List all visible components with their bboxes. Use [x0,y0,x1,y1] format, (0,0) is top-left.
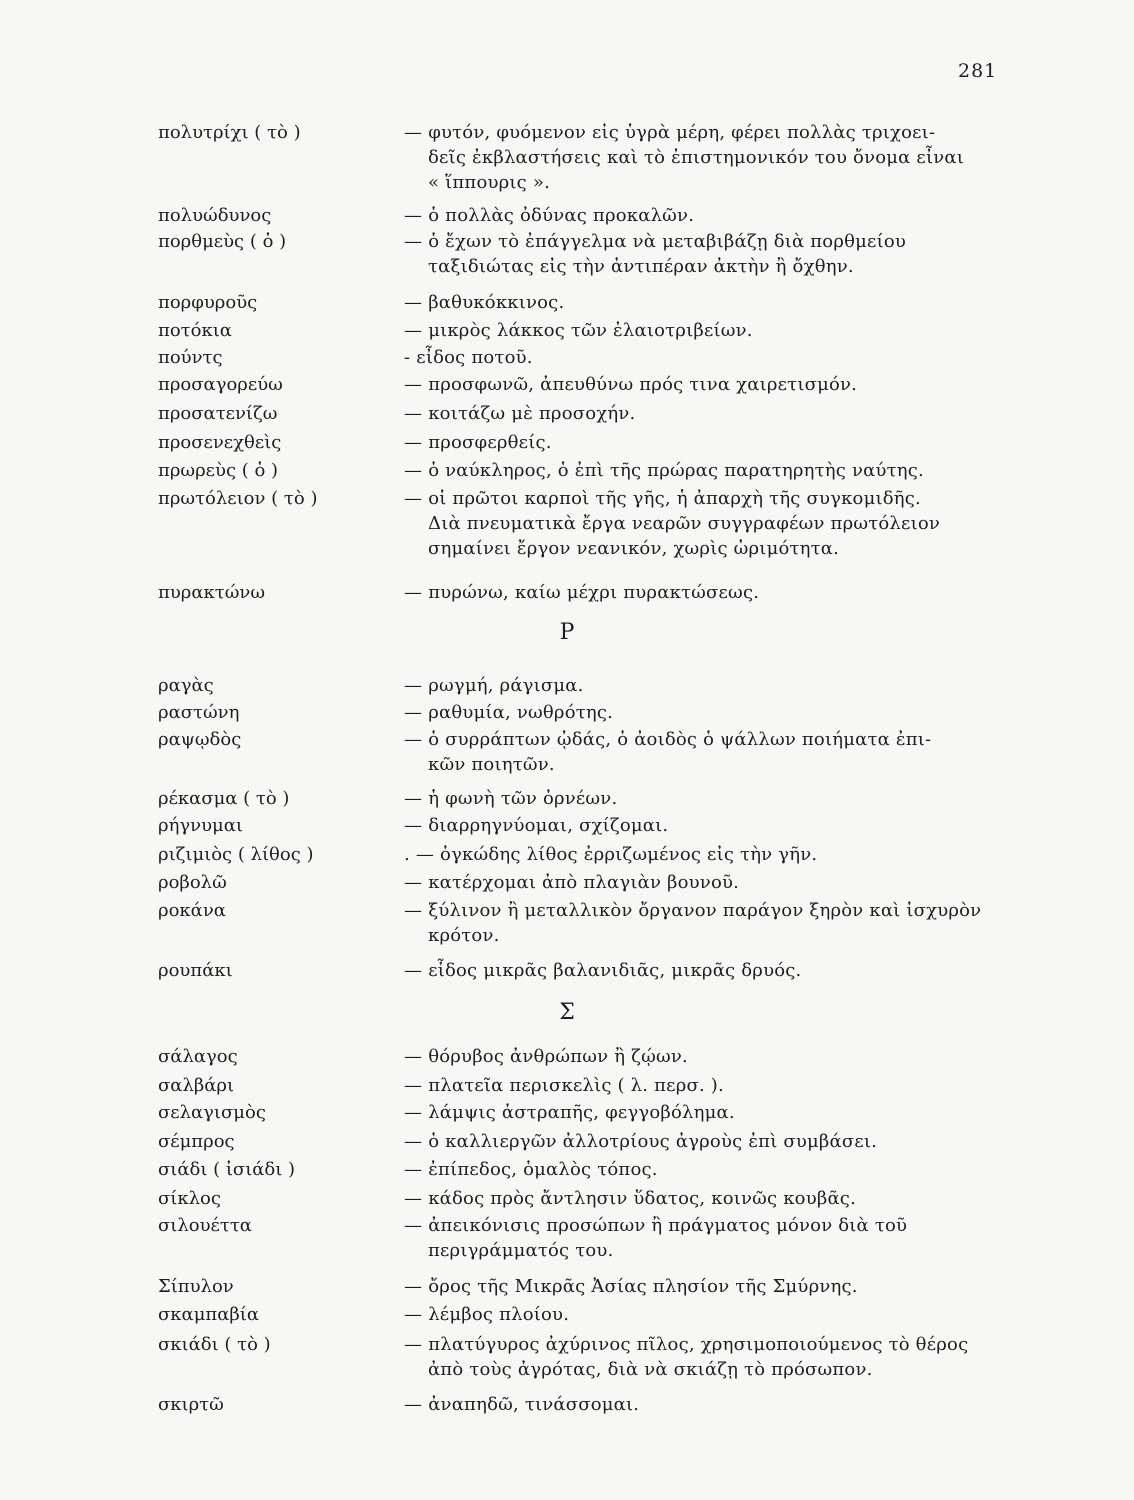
entry-dash: — [404,582,423,603]
entry-definition [404,700,1016,725]
entry-dash: — [404,460,423,481]
definition-line [404,870,1016,895]
entry-dash: — [404,1276,423,1297]
entry-term: ρήγνυμαι [158,815,243,836]
entry-term: πολυώδυνος [158,205,272,226]
entry-definition [404,458,1016,483]
definition-line [404,1302,1016,1327]
definition-text: Διὰ πνευματικὰ ἔργα νεαρῶν συγγραφέων πρωτόλειον [428,513,941,534]
entry-definition [404,673,1016,698]
entry-dash: — [404,488,423,509]
entry-dash: — [404,1159,423,1180]
entry-dash: — [404,1188,423,1209]
definition-line [404,752,1016,777]
definition-text: βαθυκόκκινος. [428,292,565,313]
entry-definition [404,486,1016,561]
entry-term: πούντς [158,347,223,368]
entry-term: πορφυροῦς [158,292,258,313]
entry-term: σελαγισμὸς [158,1102,266,1123]
entry-definition [404,727,1016,777]
entry-dash: - [404,347,411,368]
definition-text: θόρυβος ἀνθρώπων ἢ ζῴων. [428,1046,688,1067]
definition-line [404,1186,1016,1211]
definition-line [404,372,1016,397]
entry-term: πρωτόλειον ( τὸ ) [158,488,318,509]
definition-text: ὁ ἔχων τὸ ἐπάγγελμα νὰ μεταβιβάζῃ διὰ πορθμείου [428,231,907,252]
definition-line [404,401,1016,426]
entry-term: ραστώνη [158,702,240,723]
definition-line [404,254,1016,279]
entry-definition [404,1186,1016,1211]
definition-line [404,1100,1016,1125]
entry-term: ριζιμιὸς ( λίθος ) [158,844,314,865]
definition-text: « ἵππουρις ». [428,172,551,193]
definition-text: ἀπεικόνισις προσώπων ἢ πράγματος μόνον διὰ τοῦ [428,1215,908,1236]
definition-line [404,458,1016,483]
entry-term: ραγὰς [158,675,214,696]
entry-term: πυρακτώνω [158,582,266,603]
entry-term: προσαγορεύω [158,374,283,395]
definition-text: προσφωνῶ, ἀπευθύνω πρός τινα χαιρετισμόν. [428,374,858,395]
definition-line [404,290,1016,315]
entry-definition [404,318,1016,343]
definition-text: ἡ φωνὴ τῶν ὀρνέων. [428,788,618,809]
definition-text: πλατεῖα περισκελὶς ( λ. περσ. ). [428,1075,724,1096]
entry-definition [404,1129,1016,1154]
entry-definition [404,1073,1016,1098]
entry-dash: — [404,403,423,424]
entry-dash: — [404,320,423,341]
definition-text: κατέρχομαι ἀπὸ πλαγιὰν βουνοῦ. [428,872,740,893]
definition-line [404,898,1016,923]
definition-line [404,203,1016,228]
definition-text: πυρώνω, καίω μέχρι πυρακτώσεως. [428,582,760,603]
definition-text: λάμψις ἀστραπῆς, φεγγοβόλημα. [428,1102,735,1123]
definition-line [404,1392,1016,1417]
definition-line [404,813,1016,838]
definition-line [404,511,1016,536]
entry-definition [404,1100,1016,1125]
definition-line [404,1332,1016,1357]
definition-text: ταξιδιώτας εἰς τὴν ἀντιπέραν ἀκτὴν ἢ ὄχθην. [428,256,854,277]
definition-text: εἶδος ποτοῦ. [416,347,533,368]
definition-line [404,345,1016,370]
definition-text: προσφερθείς. [428,432,552,453]
entry-definition [404,580,1016,605]
entry-dash: — [404,675,423,696]
entry-definition [404,786,1016,811]
entry-definition [404,842,1016,867]
entry-dash: — [404,1304,423,1325]
page-number: 281 [958,60,998,82]
entry-definition [404,1332,1016,1382]
definition-line [404,1129,1016,1154]
definition-text: ὁ πολλὰς ὀδύνας προκαλῶν. [428,205,695,226]
entry-term: ροκάνα [158,900,226,921]
definition-text: κοιτάζω μὲ προσοχήν. [428,403,636,424]
entry-term: Σίπυλον [158,1276,234,1297]
definition-text: σημαίνει ἔργον νεανικόν, χωρὶς ὡριμότητα. [428,538,840,559]
definition-line [404,1213,1016,1238]
entry-dash: — [404,872,423,893]
entry-dash: — [404,1215,423,1236]
definition-text: ἐπίπεδος, ὁμαλὸς τόπος. [428,1159,658,1180]
definition-line [404,1238,1016,1263]
definition-text: δεῖς ἐκβλαστήσεις καὶ τὸ ἐπιστημονικόν του ὄνομα εἶναι [428,147,964,168]
entry-definition [404,401,1016,426]
entry-term: σκαμπαβία [158,1304,259,1325]
definition-text: ἀναπηδῶ, τινάσσομαι. [428,1394,640,1415]
definition-line [404,1274,1016,1299]
entry-dash: — [404,1046,423,1067]
entry-dash: — [404,231,423,252]
entry-term: πρωρεὺς ( ὁ ) [158,460,279,481]
definition-line [404,120,1016,145]
definition-text: κῶν ποιητῶν. [428,754,555,775]
entry-definition [404,372,1016,397]
definition-text: οἱ πρῶτοι καρποὶ τῆς γῆς, ἡ ἀπαρχὴ τῆς συγκομιδῆς. [428,488,921,509]
entry-dash: . — [404,844,435,865]
entry-term: σιλουέττα [158,1215,252,1236]
entry-definition [404,1213,1016,1263]
entry-definition [404,870,1016,895]
definition-line [404,430,1016,455]
entry-dash: — [404,432,423,453]
definition-text: εἶδος μικρᾶς βαλανιδιᾶς, μικρᾶς δρυός. [428,960,802,981]
definition-line [404,145,1016,170]
entry-term: ποτόκια [158,320,232,341]
entry-term: ραψῳδὸς [158,729,242,750]
definition-text: φυτόν, φυόμενον εἰς ὑγρὰ μέρη, φέρει πολλὰς τριχοει- [428,122,936,143]
definition-line [404,170,1016,195]
definition-text: λέμβος πλοίου. [428,1304,570,1325]
entry-term: προσενεχθεὶς [158,432,282,453]
entry-dash: — [404,1394,423,1415]
entry-term: σιάδι ( ἰσιάδι ) [158,1159,296,1180]
entry-definition [404,203,1016,228]
entry-definition [404,958,1016,983]
entry-definition [404,1044,1016,1069]
definition-text: κάδος πρὸς ἄντλησιν ὕδατος, κοινῶς κουβᾶς. [428,1188,857,1209]
entry-dash: — [404,960,423,981]
definition-line [404,486,1016,511]
entry-dash: — [404,122,423,143]
definition-line [404,1157,1016,1182]
definition-text: ὀγκώδης λίθος ἐρριζωμένος εἰς τὴν γῆν. [440,844,818,865]
entry-definition [404,290,1016,315]
entry-dash: — [404,1334,423,1355]
entry-dash: — [404,1131,423,1152]
entry-term: σκιρτῶ [158,1394,224,1415]
definition-line [404,1044,1016,1069]
definition-line [404,700,1016,725]
entry-dash: — [404,788,423,809]
definition-text: πλατύγυρος ἀχύρινος πῖλος, χρησιμοποιούμενος τὸ θέρος [428,1334,969,1355]
definition-line [404,673,1016,698]
definition-text: ὁ συρράπτων ᾠδάς, ὁ ἀοιδὸς ὁ ψάλλων ποιήματα ἐπι- [428,729,932,750]
definition-text: ρωγμή, ράγισμα. [428,675,584,696]
definition-text: διαρρηγνύομαι, σχίζομαι. [428,815,669,836]
entry-term: ρέκασμα ( τὸ ) [158,788,290,809]
definition-line [404,1073,1016,1098]
entry-term: σαλβάρι [158,1075,235,1096]
entry-term: ροβολῶ [158,872,227,893]
entry-dash: — [404,729,423,750]
section-letter: Σ [559,1000,575,1025]
section-letter: Ρ [559,620,575,645]
definition-text: ραθυμία, νωθρότης. [428,702,614,723]
entry-definition [404,430,1016,455]
definition-line [404,842,1016,867]
entry-definition [404,898,1016,948]
definition-line [404,923,1016,948]
definition-line [404,536,1016,561]
entry-term: πολυτρίχι ( τὸ ) [158,122,301,143]
entry-dash: — [404,1075,423,1096]
entry-dash: — [404,292,423,313]
entry-definition [404,1302,1016,1327]
entry-term: προσατενίζω [158,403,278,424]
entry-definition [404,120,1016,195]
entry-term: σάλαγος [158,1046,238,1067]
definition-line [404,580,1016,605]
entry-dash: — [404,374,423,395]
entry-term: πορθμεὺς ( ὁ ) [158,231,287,252]
entry-definition [404,345,1016,370]
entry-definition [404,1157,1016,1182]
definition-text: ὄρος τῆς Μικρᾶς Ἀσίας πλησίον τῆς Σμύρνης. [428,1276,858,1297]
definition-text: κρότον. [428,925,500,946]
definition-line [404,1357,1016,1382]
entry-dash: — [404,205,423,226]
definition-text: ἀπὸ τοὺς ἀγρότας, διὰ νὰ σκιάζῃ τὸ πρόσωπον. [428,1359,873,1380]
entry-term: σέμπρος [158,1131,235,1152]
entry-term: σίκλος [158,1188,221,1209]
entry-dash: — [404,1102,423,1123]
entry-dash: — [404,815,423,836]
entry-term: σκιάδι ( τὸ ) [158,1334,271,1355]
definition-text: ὁ καλλιεργῶν ἀλλοτρίους ἀγροὺς ἐπὶ συμβάσει. [428,1131,878,1152]
entry-definition [404,1392,1016,1417]
entry-definition [404,229,1016,279]
definition-line [404,786,1016,811]
definition-line [404,727,1016,752]
entry-dash: — [404,900,423,921]
entry-dash: — [404,702,423,723]
definition-text: ὁ ναύκληρος, ὁ ἐπὶ τῆς πρώρας παρατηρητὴς ναύτης. [428,460,924,481]
definition-line [404,229,1016,254]
definition-line [404,958,1016,983]
definition-line [404,318,1016,343]
definition-text: περιγράμματός του. [428,1240,614,1261]
definition-text: μικρὸς λάκκος τῶν ἐλαιοτριβείων. [428,320,753,341]
definition-text: ξύλινον ἢ μεταλλικὸν ὄργανον παράγον ξηρὸν καὶ ἰσχυρὸν [428,900,982,921]
entry-term: ρουπάκι [158,960,233,981]
entry-definition [404,1274,1016,1299]
entry-definition [404,813,1016,838]
